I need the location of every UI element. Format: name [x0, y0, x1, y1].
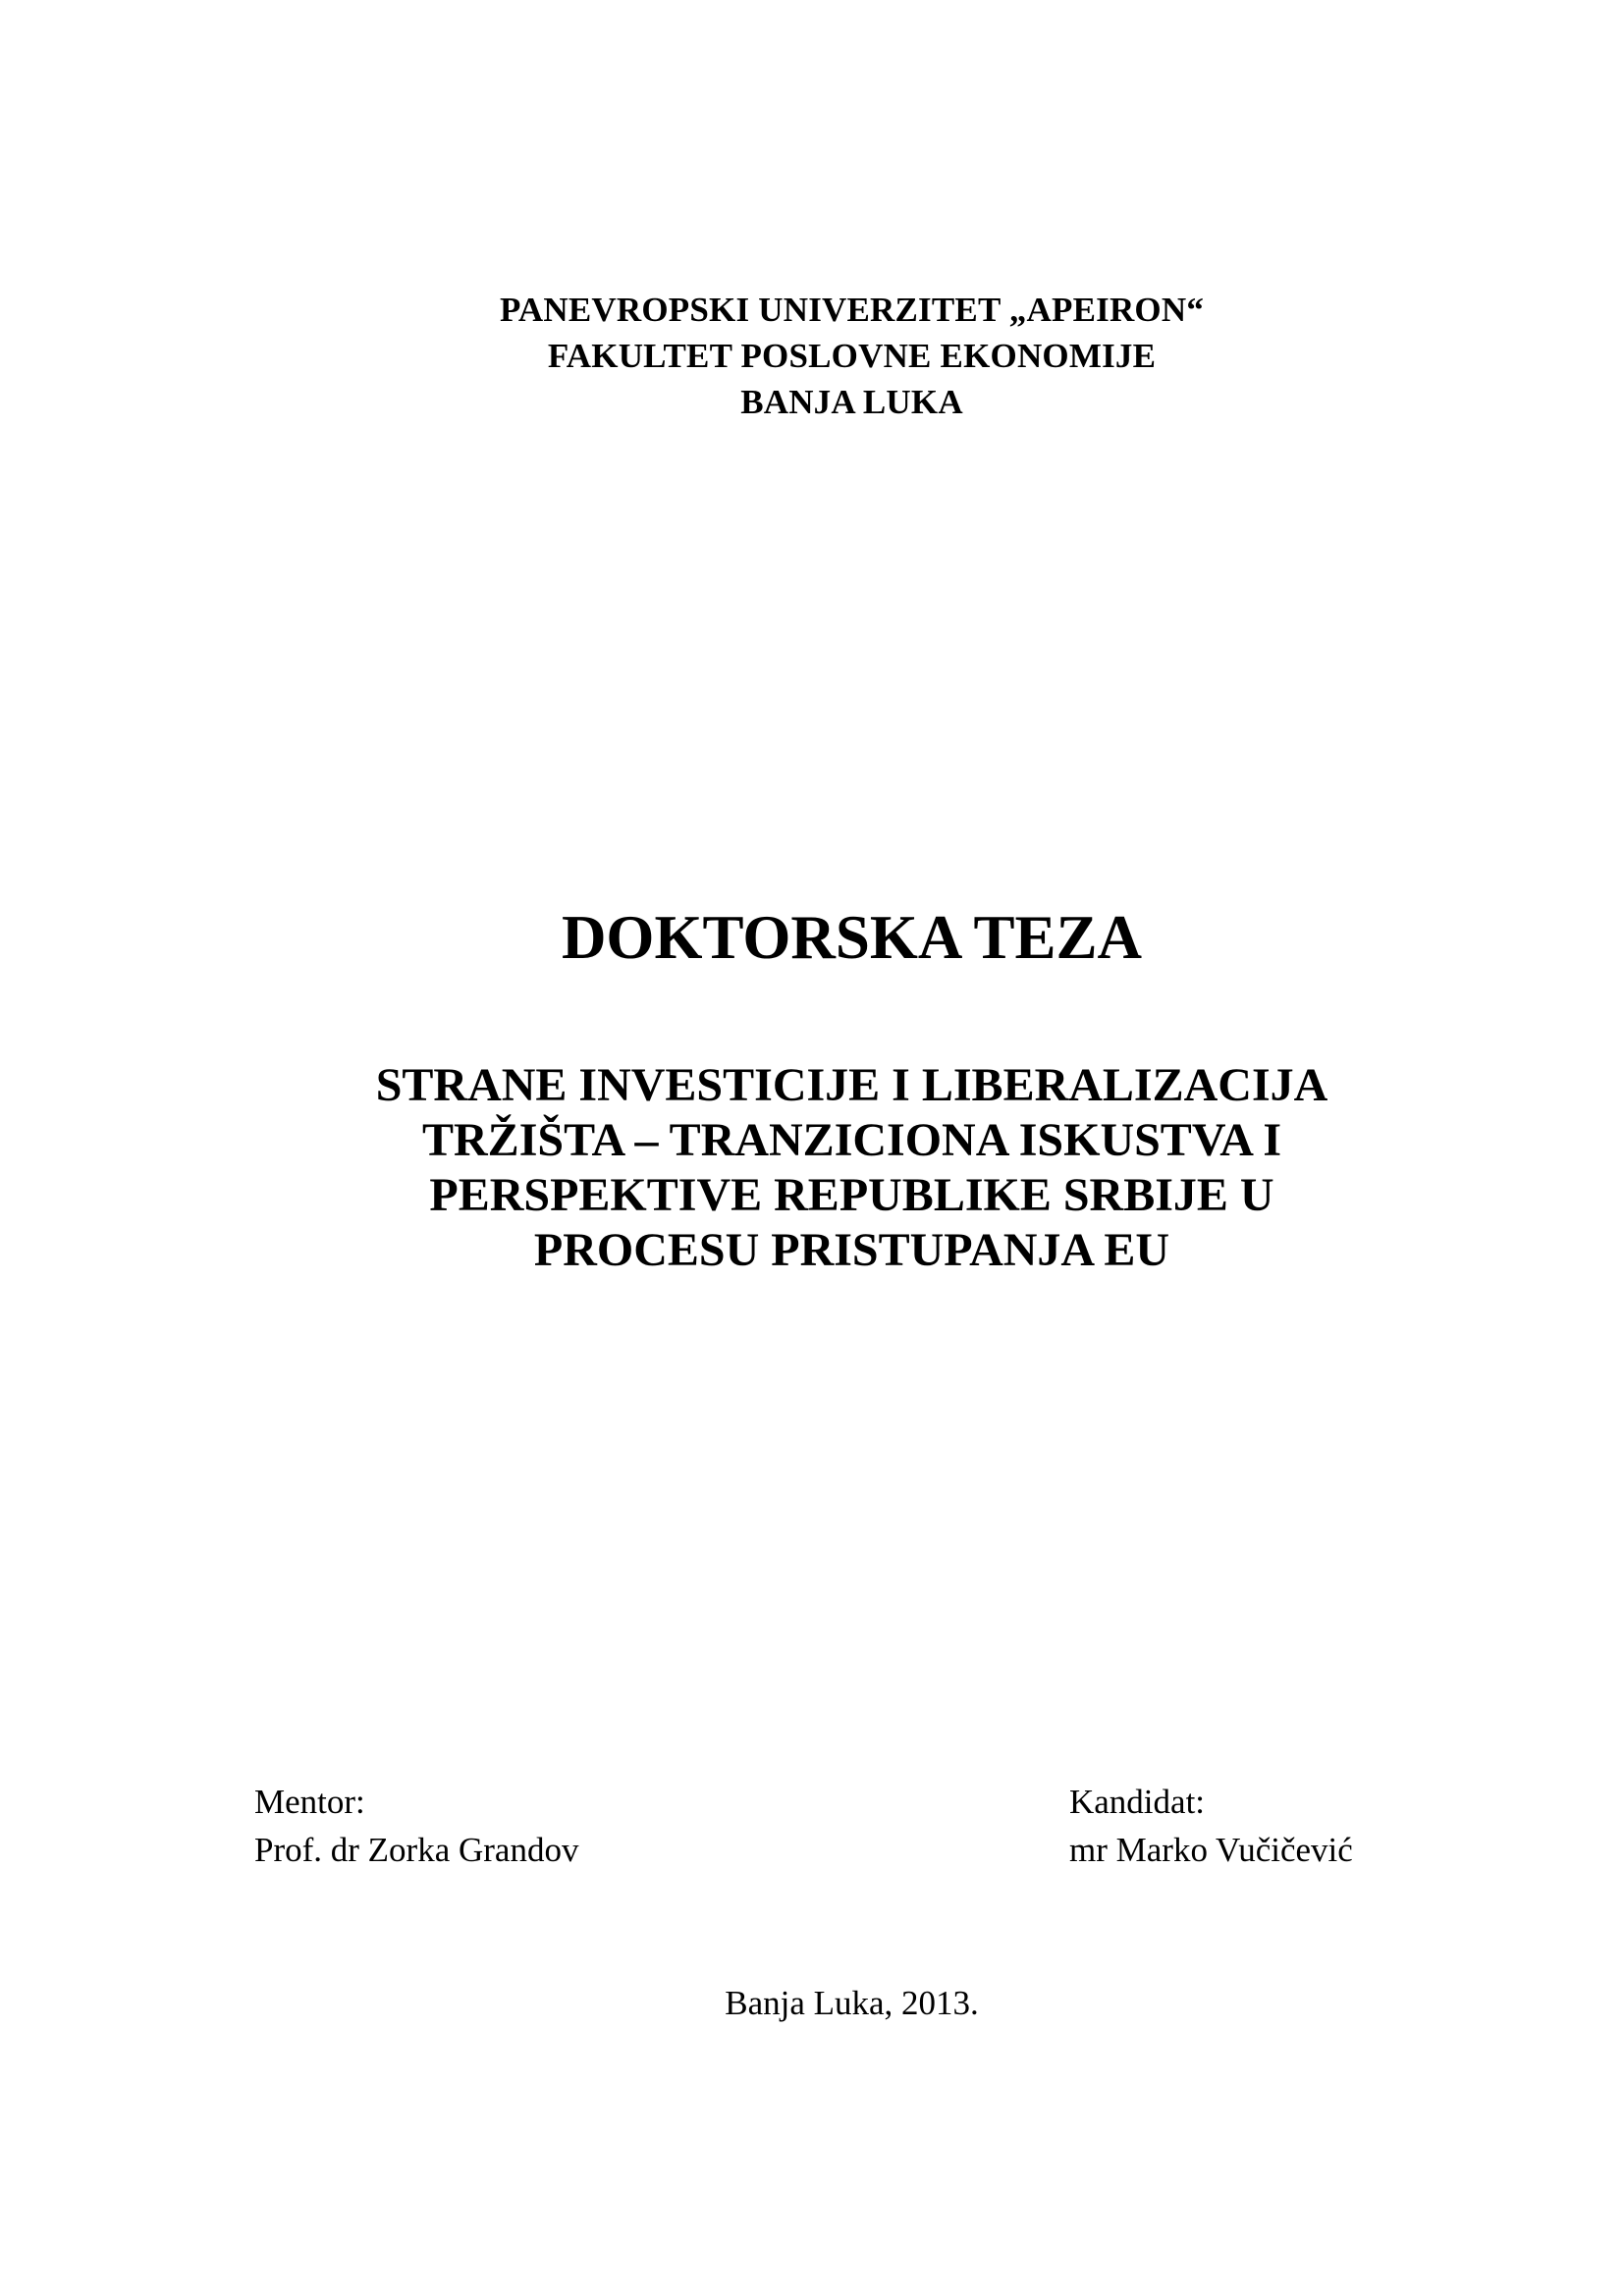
thesis-title — [0, 1058, 1624, 1278]
university-name: PANEVROPSKI UNIVERZITET „APEIRON“ — [499, 291, 1205, 329]
document-type-heading: DOKTORSKA TEZA — [561, 903, 1143, 972]
faculty-name: FAKULTET POSLOVNE EKONOMIJE — [547, 337, 1157, 375]
mentor-name: Prof. dr Zorka Grandov — [254, 1831, 579, 1869]
institution-header — [0, 287, 1624, 425]
thesis-title-line-1: STRANE INVESTICIJE I LIBERALIZACIJA — [375, 1059, 1328, 1111]
thesis-title-line-3: PERSPEKTIVE REPUBLIKE SRBIJE U — [429, 1169, 1274, 1221]
mentor-block — [254, 1778, 578, 1874]
place-and-date: Banja Luka, 2013. — [725, 1984, 979, 2022]
institution-city: BANJA LUKA — [740, 383, 963, 421]
candidate-block — [1069, 1778, 1353, 1874]
candidate-name: mr Marko Vučičević — [1069, 1831, 1353, 1869]
thesis-title-line-4: PROCESU PRISTUPANJA EU — [533, 1224, 1170, 1276]
mentor-label: Mentor: — [254, 1783, 365, 1821]
candidate-label: Kandidat: — [1069, 1783, 1206, 1821]
thesis-title-line-2: TRŽIŠTA – TRANZICIONA ISKUSTVA I — [422, 1114, 1281, 1166]
